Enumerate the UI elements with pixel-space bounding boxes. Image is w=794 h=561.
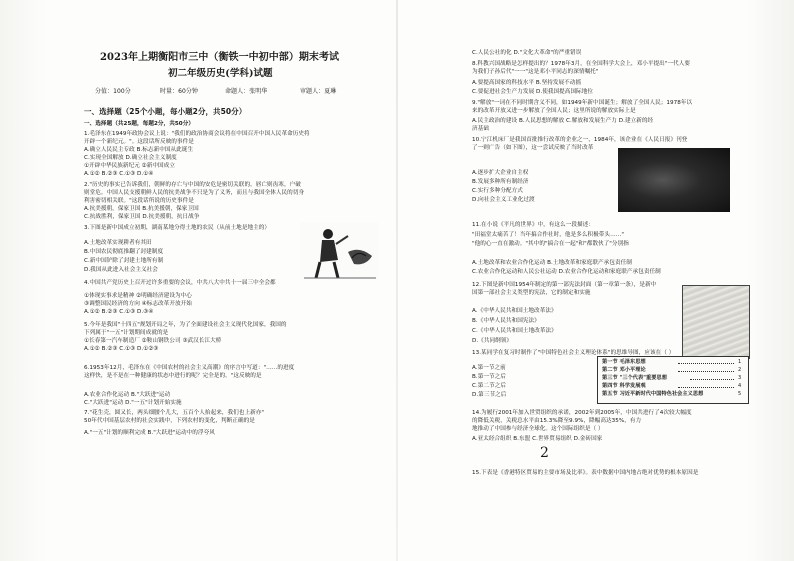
question-line: 14.为履行2001年加入世贸组织的承诺，2002年到2005年，中国共进行了4次较大幅度 [472, 410, 692, 416]
toc-page: 5 [738, 391, 742, 397]
option-line: A.逐步扩大企业自主权 [472, 170, 529, 176]
author-info: 命题人：张明华 [225, 88, 268, 95]
question-line: ①体现实事求是精神 ②明确经济建设为中心 [84, 293, 192, 299]
question-line: 济基础 [472, 126, 489, 132]
section-heading: 一、选择题（25个小题，每小题2分，共50分） [84, 107, 247, 116]
toc-item: 第三节 "三个代表"重要思想 [602, 375, 667, 381]
question-line: "田福堂太痛苦了！当年搞合作社时，他是多么积极带头……" [472, 232, 624, 238]
question-line: A.抗美援朝，保家卫国 B.抗美援朝，保家卫国 [84, 206, 199, 212]
question-line: A.①② B.②③ C.①③ D.①②③ [84, 346, 159, 352]
page-number: 2 [540, 445, 549, 461]
question-line: 下列属于"一五"计划期间成就的是 [84, 330, 169, 336]
question-line: 7."花生壳，圆又长，两头细腰个儿大，五百个人抬起来，我们也上新亦" [84, 410, 264, 416]
toc-item: 第二节 邓小平理论 [602, 367, 646, 373]
question-line: A.①② B.②③ C.①③ D.①④ [84, 171, 154, 177]
question-line: ①长春第一汽车制造厂 ②鞍山钢铁公司 ③武汉长江大桥 [84, 338, 222, 344]
question-line: 了一则广告（如下图），这一尝试反映了当时改革 [472, 145, 594, 151]
question-line: 50年代中国基层农村的社会实践中，下列农村的变化，判断正确的是 [84, 418, 255, 424]
toc-item: 第一节 毛泽东思想 [602, 359, 646, 365]
time-info: 时量：60分钟 [160, 88, 198, 95]
exam-title: 2023年上期衡阳市三中（衡铁一中初中部）期末考试 [100, 52, 340, 63]
page-fold [396, 0, 398, 561]
option-line: A.第一节之前 [472, 365, 506, 371]
toc-item: 第四节 科学发展观 [602, 383, 646, 389]
option-line: C.农业合作化运动和人民公社运动 D.农业合作化运动和家庭联产承包责任制 [472, 269, 661, 275]
option-line: C.实行多种分配方式 [472, 188, 523, 194]
question-line: 来的改革开放又进一步解放了全国人民；这里所说的解放实际上是 [472, 108, 636, 114]
option-line: B.第一节之后 [472, 374, 506, 380]
toc-box [597, 356, 749, 404]
subject-title: 初二年级历史(学科)试题 [168, 68, 273, 79]
question-line: 3.下图是新中国成立初期，湖南某地分得土地的农民（从前土地是地主的） [84, 225, 271, 231]
score-info: 分值：100分 [95, 88, 131, 95]
question-line: A.要提高国家的科技水平 B.坚持发展不动摇 [472, 80, 582, 86]
toc-leader [678, 371, 734, 372]
question-line: 这样快，是不是在一种健康的状态中进行的呢？完全是的。"这反映的是 [84, 373, 262, 379]
question-line: 6.1953年12月，毛泽东在《中国农村的社会主义高潮》的序言中写道："……的进度 [84, 365, 295, 371]
question-line: C.实现全国解放 D.确立社会主义制度 [84, 155, 177, 161]
option-line: C.第二节之后 [472, 383, 507, 389]
toc-page: 4 [738, 383, 742, 389]
question-line: 开辟一个新纪元。"。这段话所反映的事件是 [84, 139, 194, 145]
option-line: A.土地改革实现耕者有其田 [84, 240, 152, 246]
question-line: 1.毛泽东在1949年政协会议上说："我们的政治协商会议将在中国召开中国人民革命历史将 [84, 131, 310, 137]
option-line: A.亚太经合组织 B.东盟 C.世界贸易组织 D.金砖国家 [472, 436, 603, 442]
option-line: D.向社会主义工业化过渡 [472, 197, 535, 203]
question-line: A."一五"计划的顺利完成 B."大跃进"运动中的浮夸风 [84, 430, 215, 436]
farmer-image [300, 222, 378, 280]
question-line: 8.科教兴国战略是怎样提出的？1978年3月，在全国科学大会上，邓小平提出"一代人要 [472, 61, 690, 67]
question-line: 则堂危。中国人民支援朝鲜人民的抗美战争不只是为了义务，而且与我国全体人民的切身 [84, 190, 305, 196]
option-line: D.我国从此进入社会主义社会 [84, 267, 158, 273]
toc-page: 2 [738, 367, 742, 373]
section-subheading: 一、选择题（共25题，每题2分，共50分） [84, 121, 195, 127]
question-line: 9."解放"一词在不同时期含义不同，如1949年新中国诞生；解放了全国人民；1978年以 [472, 100, 693, 106]
question-line: 为我们子孙后代"一一"这是邓小平同志的深情嘱托" [472, 69, 599, 75]
toc-leader [690, 379, 734, 380]
option-line: D.《共同纲领》 [472, 338, 513, 344]
option-line: B.《中华人民共和国宪法》 [472, 318, 540, 324]
question-line: 4.中国共产党历史上召开过许多重要的会议，中共八大中共十一届三中全会都 [84, 280, 276, 286]
toc-item: 第五节 习近平新时代中国特色社会主义思想 [602, 391, 704, 397]
question-line: A.确立人民民主专政 B.标志新中国从此诞生 [84, 147, 194, 153]
toc-page: 3 [738, 375, 742, 381]
question-line: 13.某同学在复习时制作了"中国特色社会主义理论体系"的思维导图，应该在（ ） [472, 350, 675, 356]
toc-page: 1 [738, 359, 742, 365]
question-line: C.抗战胜利，保家卫国 D.抗美援朝，抗日战争 [84, 214, 200, 220]
option-line: B.中国农民彻底推翻了封建制度 [84, 249, 164, 255]
reviewer-info: 审题人：夏琳 [300, 88, 337, 95]
question-line: "他的心一直在激动。"其中的"搞合在一起"和"都散伙了"分别指 [472, 241, 629, 247]
question-line: 2."历史的事实已告诉我们，朝鲜的存亡与中国的安危是密切关联的。唇亡则齿寒，户破 [84, 182, 301, 188]
option-line: A.土地改革和农业合作化运动 B.土地改革和家庭联产承包责任制 [472, 260, 632, 266]
question-line: A.民主政治的建设 B.人民思想的解放 C.解放和发展生产力 D.建立新的经 [472, 118, 654, 124]
question-line: 国第一部社会主义类型的宪法，它的制定和实施 [472, 290, 591, 296]
constitution-cover-image [682, 285, 750, 359]
question-line: C.人民公社的化 D."文化大革命"的严重错误 [472, 50, 582, 56]
question-line: ①开辟中华民族新纪元 ②新中国成立 [84, 163, 175, 169]
option-line: D.第三节之后 [472, 392, 507, 398]
question-line: A.农业合作化运动 B."大跃进"运动 [84, 392, 171, 398]
toc-leader [678, 363, 734, 364]
question-line: 11.在小说《平凡的世界》中，有这么一段描述： [472, 222, 594, 228]
question-line: C."大跃进"运动 D."一五"计划开始实施 [84, 400, 182, 406]
question-line: 地推动了中国参与经济全球化。这个国际组织是（ ） [472, 426, 604, 432]
option-line: B.发展多种所有制经济 [472, 179, 529, 185]
newspaper-ad-image [618, 148, 730, 212]
option-line: C.《中华人民共和国土地改革法》 [472, 328, 557, 334]
question-line: 15.下表是《香港特区贸易的主要市场及比率》。表中数据中国内地占绝对优势的根本原因是 [472, 470, 699, 476]
question-line: 12.下图是新中国1954年制定的第一部宪法封面（第一章第一条），是新中 [472, 282, 657, 288]
question-line: A.①② B.②③ C.①③ D.③④ [84, 309, 154, 315]
question-line: C.要促进社会生产力发展 D.使我国提高国际地位 [472, 89, 594, 95]
question-line: ③调整国民经济的方向 ④标志改革开放开始 [84, 301, 192, 307]
option-line: C.新中国铲除了封建土地所有制 [84, 258, 164, 264]
question-line: 5.今年是我国"十四五"规划开局之年，为了全面建设社会主义现代化国家，我国的 [84, 322, 287, 328]
option-line: A.《中华人民共和国土地改革法》 [472, 308, 557, 314]
question-line: 10.宁江机床厂是我国首批推行改革的企业之一，1984年，该企业在《人民日报》刊登 [472, 137, 688, 143]
question-line: 利害密切相关联。"这段话所说的历史事件是 [84, 198, 194, 204]
toc-leader [678, 387, 734, 388]
question-line: 的降低关税，关税总水平由15.3%降至9.9%，降幅高达35%，有力 [472, 418, 642, 424]
